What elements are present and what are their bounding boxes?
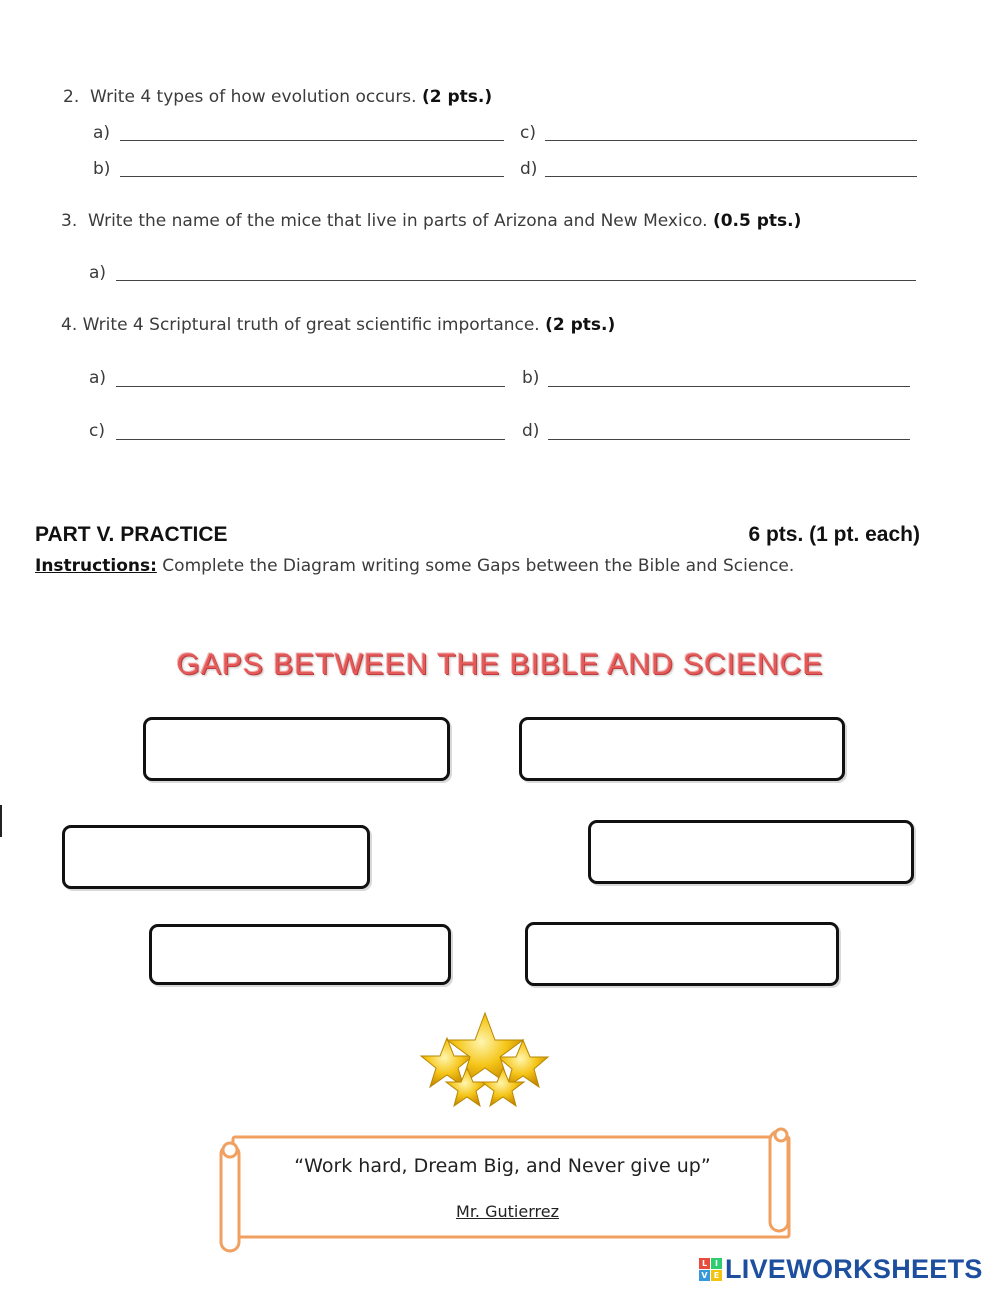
answer-line-q4-a[interactable] <box>116 386 505 387</box>
instructions-text: Complete the Diagram writing some Gaps between the Bible and Science. <box>162 556 795 576</box>
part-heading: PART V. PRACTICE <box>35 523 228 546</box>
question-3 <box>61 211 801 231</box>
question-number: 2. <box>63 87 80 107</box>
gap-box-1[interactable] <box>143 717 450 781</box>
quote-author: Mr. Gutierrez <box>456 1202 559 1221</box>
question-2 <box>63 87 492 107</box>
instructions-label: Instructions: <box>35 556 157 576</box>
instructions <box>35 556 794 576</box>
question-number: 3. <box>61 211 78 231</box>
part-points: 6 pts. (1 pt. each) <box>748 523 920 546</box>
gap-box-3[interactable] <box>62 825 370 889</box>
answer-label: b) <box>93 159 111 179</box>
question-text: Write the name of the mice that live in parts of Arizona and New Mexico. <box>88 211 708 231</box>
answer-label: a) <box>93 123 111 143</box>
scroll-banner <box>215 1125 795 1255</box>
stars-icon <box>405 1008 565 1123</box>
answer-label: d) <box>522 421 540 441</box>
answer-line-q2-c[interactable] <box>545 140 917 141</box>
answer-line-q2-a[interactable] <box>120 140 504 141</box>
question-text: Write 4 types of how evolution occurs. <box>90 87 417 107</box>
motivational-quote: “Work hard, Dream Big, and Never give up” <box>294 1155 711 1177</box>
question-points: (2 pts.) <box>545 315 616 335</box>
question-number: 4. <box>61 315 78 335</box>
answer-line-q3-a[interactable] <box>116 280 916 281</box>
question-4 <box>61 315 615 335</box>
answer-line-q4-c[interactable] <box>116 439 505 440</box>
gap-box-4[interactable] <box>588 820 914 884</box>
diagram-title: GAPS BETWEEN THE BIBLE AND SCIENCE <box>176 648 824 681</box>
answer-label: c) <box>520 123 536 143</box>
answer-label: c) <box>89 421 105 441</box>
answer-label: d) <box>520 159 538 179</box>
answer-label: a) <box>89 368 107 388</box>
answer-line-q4-b[interactable] <box>548 386 910 387</box>
answer-line-q4-d[interactable] <box>548 439 910 440</box>
liveworksheets-logo-icon: L I V E <box>699 1258 723 1282</box>
gap-box-6[interactable] <box>525 922 839 986</box>
brand-name[interactable]: LIVEWORKSHEETS <box>725 1254 983 1284</box>
page-edge-mark <box>0 805 2 837</box>
answer-label: b) <box>522 368 540 388</box>
answer-label: a) <box>89 263 107 283</box>
question-points: (0.5 pts.) <box>712 211 802 231</box>
question-points: (2 pts.) <box>421 87 493 107</box>
question-text: Write 4 Scriptural truth of great scientific importance. <box>82 315 540 335</box>
gap-box-5[interactable] <box>149 924 451 985</box>
gap-box-2[interactable] <box>519 717 845 781</box>
answer-line-q2-d[interactable] <box>545 176 917 177</box>
answer-line-q2-b[interactable] <box>120 176 504 177</box>
